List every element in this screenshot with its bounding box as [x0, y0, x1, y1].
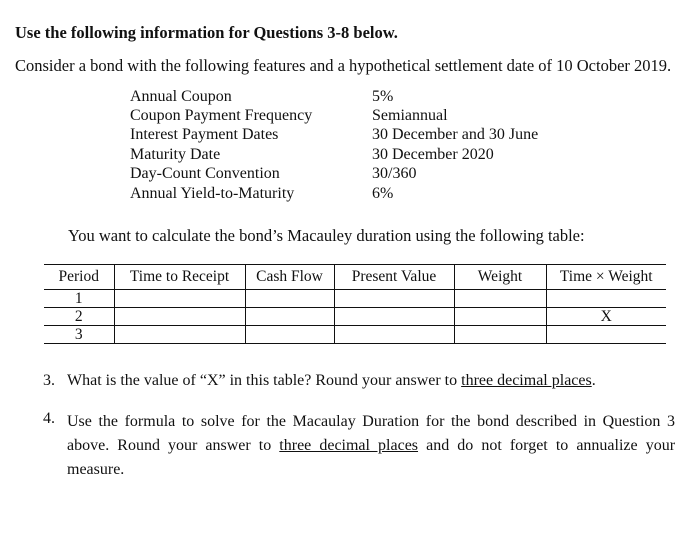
question-text [67, 410, 675, 482]
table-cell [114, 308, 245, 326]
column-header: Cash Flow [245, 265, 334, 290]
column-header: Period [44, 265, 114, 290]
table-cell: 1 [44, 290, 114, 308]
feature-label: Day-Count Convention [130, 165, 280, 182]
feature-value: 30 December 2020 [372, 146, 494, 163]
table-cell [334, 308, 454, 326]
table-cell [454, 308, 546, 326]
column-header: Present Value [334, 265, 454, 290]
table-cell: 3 [44, 326, 114, 344]
question-text-part: and do not forget to annualize your measure. [67, 437, 676, 478]
table-cell-x: X [546, 308, 666, 326]
table-cell [245, 290, 334, 308]
table-cell [114, 290, 245, 308]
column-header: Weight [454, 265, 546, 290]
table-cell [245, 308, 334, 326]
table-header-row [44, 265, 666, 290]
question-3 [43, 372, 683, 396]
table-row [44, 290, 666, 308]
feature-value: 30/360 [372, 165, 417, 182]
question-number: 3. [43, 372, 55, 389]
emphasis-underline: three decimal places [461, 372, 592, 389]
column-header: Time × Weight [546, 265, 666, 290]
question-text [67, 372, 596, 390]
question-text-part: What is the value of “X” in this table? Round your answer to [67, 372, 462, 389]
feature-label: Annual Coupon [130, 88, 232, 105]
bond-intro-text: Consider a bond with the following features and a hypothetical settlement date of 10 October 2019. [15, 56, 672, 75]
instructions-heading: Use the following information for Questions 3-8 below. [15, 23, 398, 42]
feature-label: Annual Yield-to-Maturity [130, 185, 295, 202]
question-4 [43, 410, 683, 490]
column-header: Time to Receipt [114, 265, 245, 290]
question-text-part: Use the formula to solve for the Macaulay Duration for the bond described in Question 3 above. Round your answer to [67, 413, 675, 454]
table-intro-text: You want to calculate the bond’s Macauley duration using the following table: [68, 226, 585, 245]
table-cell [454, 290, 546, 308]
feature-label: Maturity Date [130, 146, 221, 163]
emphasis-underline: three decimal places [279, 437, 419, 454]
feature-value: 5% [372, 88, 394, 105]
table-cell [546, 290, 666, 308]
table-cell [334, 290, 454, 308]
table-cell [334, 326, 454, 344]
table-row [44, 308, 666, 326]
question-number: 4. [43, 410, 55, 427]
feature-value: Semiannual [372, 107, 448, 124]
question-text-part: . [591, 372, 596, 389]
feature-value: 6% [372, 185, 394, 202]
table-cell [546, 326, 666, 344]
feature-value: 30 December and 30 June [372, 126, 539, 143]
table-cell [114, 326, 245, 344]
table-cell: 2 [44, 308, 114, 326]
feature-label: Interest Payment Dates [130, 126, 279, 143]
table-cell [245, 326, 334, 344]
table-row [44, 326, 666, 344]
feature-label: Coupon Payment Frequency [130, 107, 313, 124]
table-cell [454, 326, 546, 344]
duration-table [44, 264, 666, 344]
